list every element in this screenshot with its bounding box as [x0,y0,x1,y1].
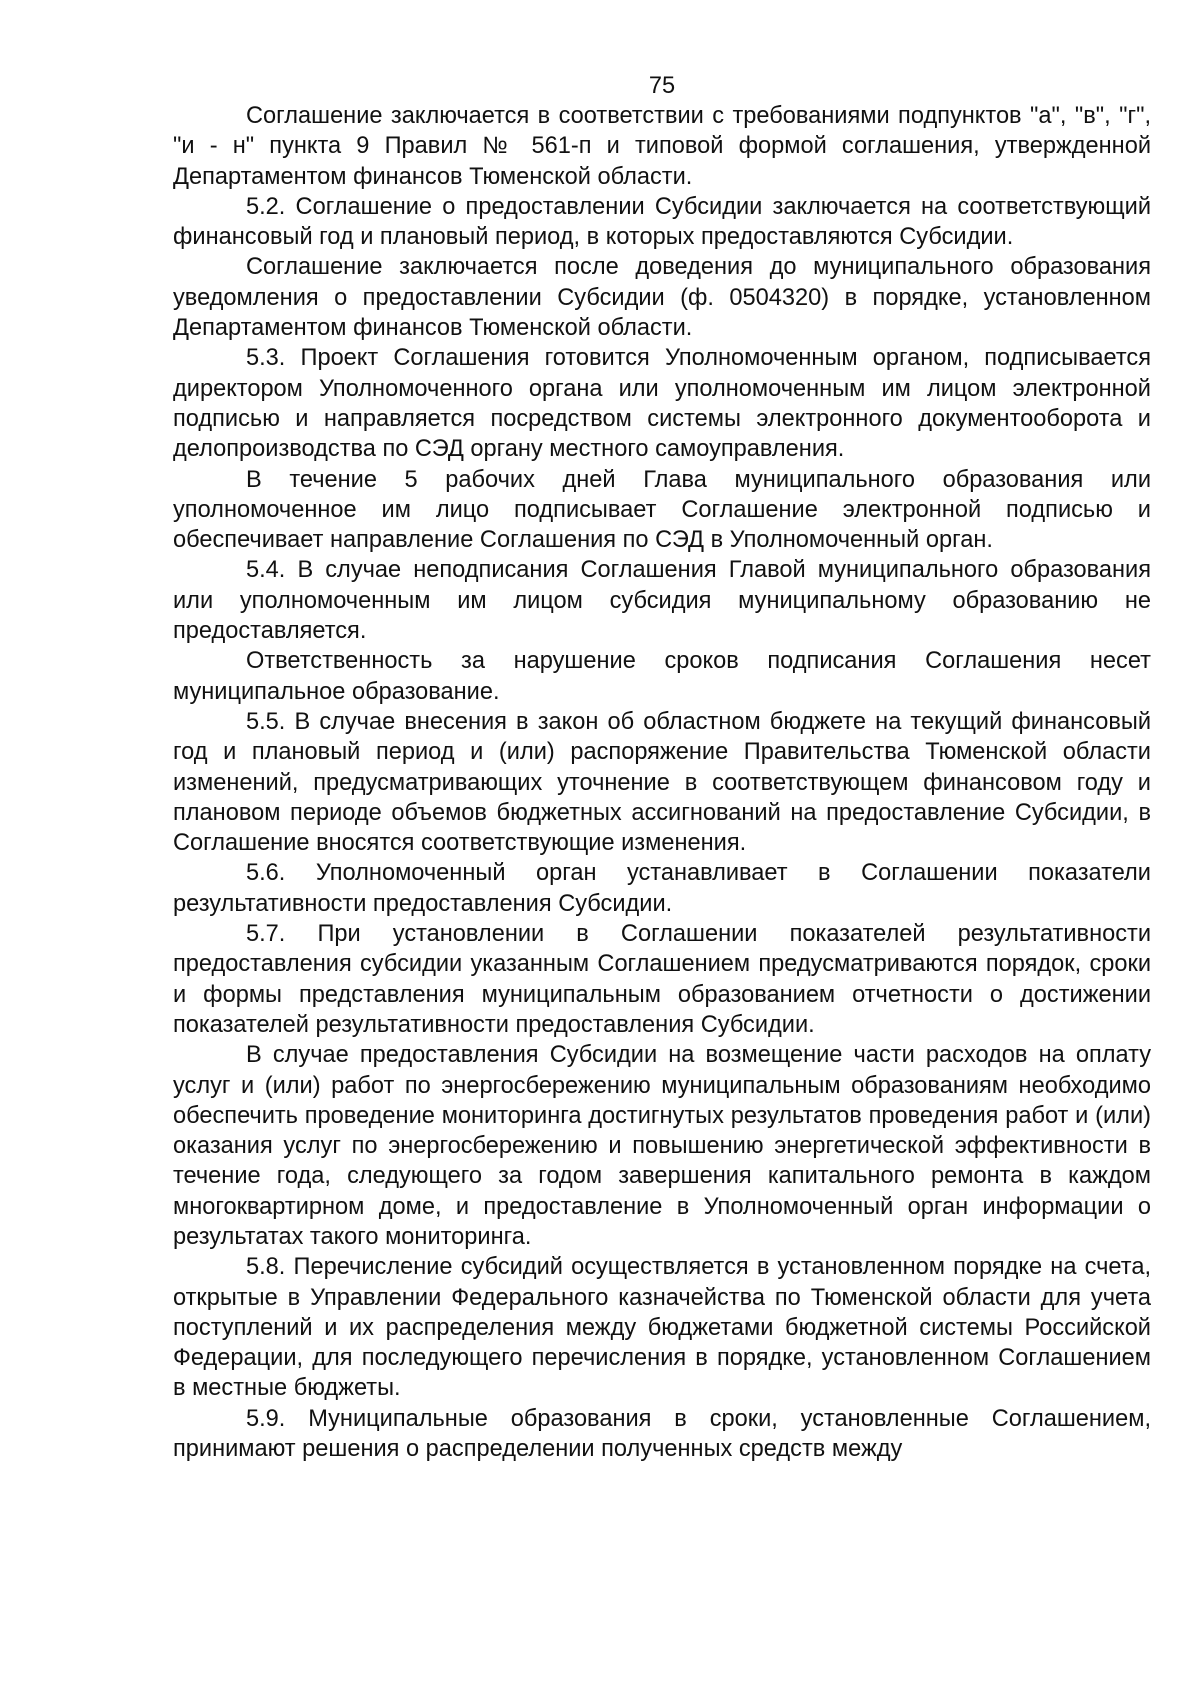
page-number: 75 [648,73,676,99]
paragraph-5-2: 5.2. Соглашение о предоставлении Субсидии заключается на соответствующий финансовый год и плановый период, в которых предоставляются Субсидии. [173,193,1151,251]
paragraph-5-5: 5.5. В случае внесения в закон об областном бюджете на текущий финансовый год и плановый период и (или) распоряжение Правительства Тюменской области изменений, предусматривающих уточнение в соответствующем финансовом году и плановом периоде объемов бюджетных ассигнований на предоставление Субсидии, в Соглашение вносятся соответствующие изменения. [173,708,1151,857]
paragraph-signing-period: В течение 5 рабочих дней Глава муниципального образования или уполномоченное им лицо подписывает Соглашение электронной подписью и обеспечивает направление Соглашения по СЭД в Уполномоченный орган. [173,466,1151,554]
paragraph-5-8: 5.8. Перечисление субсидий осуществляется в установленном порядке на счета, открытые в Управлении Федерального казначейства по Тюменской области для учета поступлений и их распределения между бюджетами бюджетной системы Российской Федерации, для последующего перечисления в порядке, установленном Соглашением в местные бюджеты. [173,1254,1151,1402]
paragraph-5-6: 5.6. Уполномоченный орган устанавливает в Соглашении показатели результативности предоставления Субсидии. [173,860,1151,917]
paragraph-agreement-requirements: Соглашение заключается в соответствии с требованиями подпунктов "а", "в", "г", "и - н" пункта 9 Правил № 561-п и типовой формой соглашения, утвержденной Департаментом финансов Тюменской области. [173,103,1151,190]
paragraph-5-7: 5.7. При установлении в Соглашении показателей результативности предоставления субсидии указанным Соглашением предусматриваются порядок, сроки и формы представления муниципальным образованием отчетности о достижении показателей результативности предоставления Субсидии. [173,921,1151,1038]
paragraph-agreement-notification: Соглашение заключается после доведения до муниципального образования уведомления о предоставлении Субсидии (ф. 0504320) в порядке, установленном Департаментом финансов Тюменской области. [173,254,1151,342]
paragraph-responsibility: Ответственность за нарушение сроков подписания Соглашения несет муниципальное образование. [173,648,1151,705]
paragraph-5-4: 5.4. В случае неподписания Соглашения Главой муниципального образования или уполномоченным им лицом субсидия муниципальному образованию не предоставляется. [173,557,1151,645]
paragraph-5-3: 5.3. Проект Соглашения готовится Уполномоченным органом, подписывается директором Уполномоченного органа или уполномоченным им лицом электронной подписью и направляется посредством системы электронного документооборота и делопроизводства по СЭД органу местного самоуправления. [173,345,1151,463]
paragraph-energy-monitoring: В случае предоставления Субсидии на возмещение части расходов на оплату услуг и (или) работ по энергосбережению муниципальным образованиям необходимо обеспечить проведение мониторинга достигнутых результатов проведения работ и (или) оказания услуг по энергосбережению и повышению энергетической эффективности в течение года, следующего за годом завершения капитального ремонта в каждом многоквартирном доме, и предоставление в Уполномоченный орган информации о результатах такого мониторинга. [173,1042,1151,1250]
paragraph-5-9: 5.9. Муниципальные образования в сроки, установленные Соглашением, принимают решения о распределении полученных средств между [173,1405,1151,1463]
